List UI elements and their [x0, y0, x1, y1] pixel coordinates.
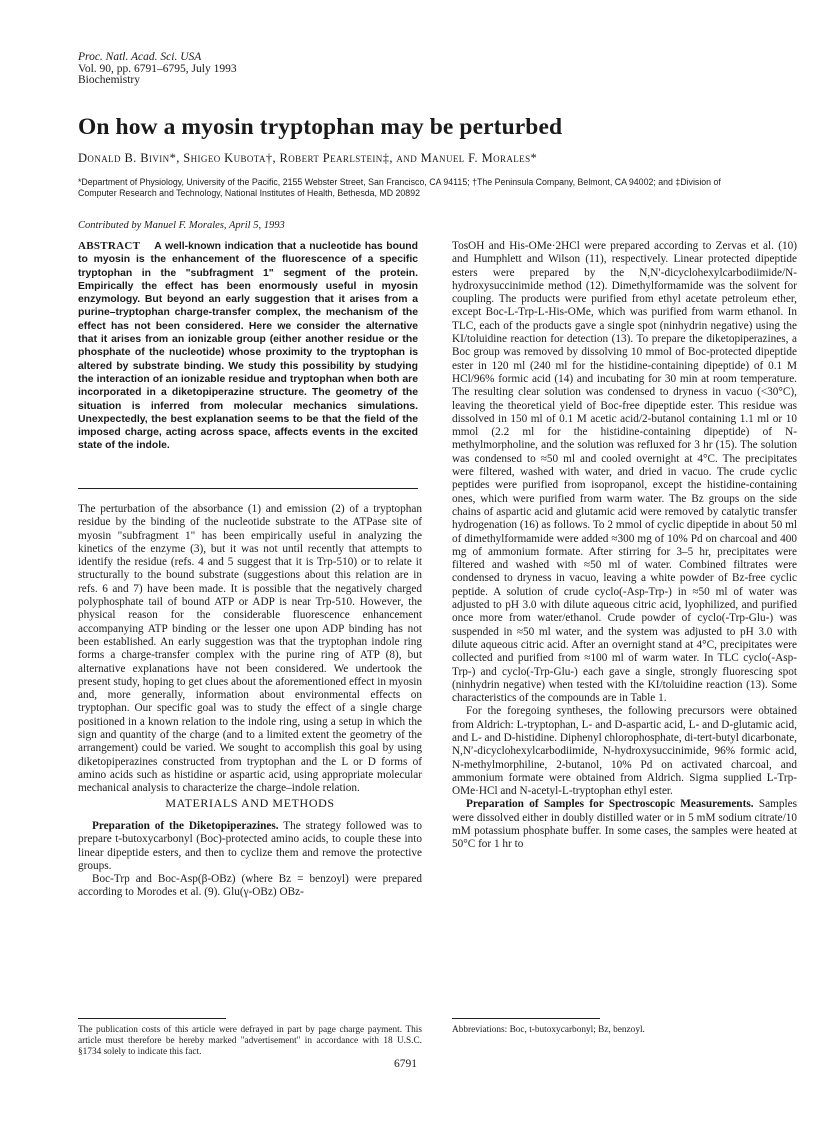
abstract-label: ABSTRACT [78, 240, 141, 252]
prep-heading: Preparation of the Diketopiperazines. [92, 820, 279, 832]
abstract-text: A well-known indication that a nucleotide has bound to myosin is the enhancement of the fluorescence of a specific tryptophan in the "subfragment 1" segment of the protein. Empirically the effect has been enormously useful in myosin enzymology. But beyond an early suggestion that it arises from a purine–tryptophan charge-transfer complex, the mechanism of the effect has not been considered. Here we consider the alternative that it arises from an ionizable group (either another residue or the phosphate of the nucleotide) whose proximity to the tryptophan is altered by substrate binding. We study this possibility by studying the interaction of an ionizable residue and tryptophan when both are incorporated in a diketopiperazine structure. The geometry of the situation is inferred from molecular mechanics simulations. Unexpectedly, the best explanation seems to be that the field of the imposed charge, acting across space, affects events in the excited state of the indole. [78, 241, 418, 452]
spec-text: Samples were dissolved either in doubly distilled water or in 5 mM sodium citrate/10 mM potassium phosphate buffer. In some cases, the samples were heated at 50°C for 1 hr to [452, 798, 798, 851]
article-title: On how a myosin tryptophan may be perturbed [78, 114, 563, 140]
journal-header [78, 52, 237, 87]
abbreviations: Abbreviations: Boc, t-butoxycarbonyl; Bz, benzoyl. [452, 1025, 645, 1035]
spec-paragraph [452, 798, 797, 851]
footnote-divider [78, 1018, 226, 1019]
page-number-text: 6791 [394, 1058, 417, 1070]
journal-volume: Vol. 90, pp. 6791–6795, July 1993 [78, 62, 237, 75]
right-column [452, 240, 797, 852]
affiliations: *Department of Physiology, University of the Pacific, 2155 Webster Street, San Francisco, CA 94115; †The Peninsula Company, Belmont, CA 94002; and ‡Division of Computer Research and Technology, National Institutes of Health, Bethesda, MD 20892 [78, 177, 721, 198]
right-paragraph-1: TosOH and His-OMe·2HCl were prepared according to Zervas et al. (10) and Humphlett and Wilson (11), respectively. Linear protected dipeptide esters were prepared by the N,N′-dicyclohexylcarbodiimide/N-hydroxysuccinimide method (12). Dimethylformamide was the solvent for coupling. The products were purified from ethyl acetate petroleum ether, except Boc-L-Trp-L-His-OMe, which was purified from warm ethanol. In TLC, each of the products gave a single spot (ninhydrin negative) using the KI/toluidine reaction for detection (13). To prepare the diketopiperazines, a Boc group was removed by dissolving 10 mmol of Boc-protected dipeptide ester in 120 ml (240 ml for the histidine-containing dipeptide) of 0.1 M HCl/96% formic acid (14) and incubating for 30 min at room temperature. The resulting clear solution was condensed to dryness in vacuo (<30°C), leaving the theoretical yield of Boc-free dipeptide ester. This residue was dissolved in 150 ml of 0.1 M acetic acid/2-butanol containing 1.1 ml or 10 mmol (2.2 ml for the histidine-containing dipeptide) of N-methylmorpholine, and the solution was refluxed for 3 hr (15). The solution was condensed to ≈50 ml and cooled overnight at 4°C. The precipitates were filtered, washed with water, and dried in vacuo. The crude cyclic peptides were purified from isopropanol, except the histidine-containing ones, which were purified from warm water. The Bz groups on the side chains of aspartic acid and glutamic acid were removed by catalytic transfer hydrogenation (16) as follows. To 2 mmol of cyclic dipeptide in about 50 ml of dimethylformamide were added ≈300 mg of 10% Pd on charcoal and 400 mg of ammonium formate. After stirring for 3–5 hr, precipitates were filtered and washed with ≈50 ml of water. Combined filtrates were condensed to dryness in vacuo, leaving a white powder of Bz-free cyclic peptide. A solution of crude cyclo(-Asp-Trp-) in ≈50 ml of water was adjusted to pH 3.0 with dilute aqueous citric acid, lyophilized, and purified once more from water/ethanol. Crude powder of cyclo(-Trp-Glu-) was suspended in ≈50 ml water, and the system was adjusted to pH 3.0 with dilute aqueous citric acid. After an overnight stand at 4°C, precipitates were collected and purified from ≈100 ml of warm water. In TLC cyclo(-Asp-Trp-) and cyclo(-Trp-Glu-) each gave a single, strongly fluorescing spot (ninhydrin negative) when tested with the KI/toluidine reaction (13). Some characteristics of the compounds are in Table 1. [452, 240, 797, 705]
introduction [78, 503, 422, 796]
method-paragraph-2: Boc-Trp and Boc-Asp(β-OBz) (where Bz = benzoyl) were prepared according to Morodes et al. (9). Glu(γ-OBz) OBz- [78, 873, 422, 899]
contributed-line: Contributed by Manuel F. Morales, April 5, 1993 [78, 220, 285, 231]
page-number [394, 1058, 417, 1070]
journal-section: Biochemistry [78, 74, 140, 86]
section-heading-methods: MATERIALS AND METHODS [165, 796, 335, 810]
journal-name: Proc. Natl. Acad. Sci. USA [78, 51, 202, 63]
author-list: Donald B. Bivin*, Shigeo Kubota†, Robert Pearlstein‡, and Manuel F. Morales* [78, 151, 538, 165]
prep-text: The strategy followed was to prepare t-butoxycarbonyl (Boc)-protected amino acids, to couple these into linear dipeptide esters, and then to cyclize them and remove the protective groups. [78, 820, 423, 872]
abbreviations-divider [452, 1018, 600, 1019]
intro-paragraph: The perturbation of the absorbance (1) and emission (2) of a tryptophan residue by the binding of the nucleotide substrate to the ATPase site of myosin "subfragment 1" has been empirically useful in analyzing the kinetics of the enzyme (3), but it was not until recently that attempts to identify the residue (refs. 4 and 5 suggest that it is Trp-510) or to relate it structurally to the bound substrate (suggestions about this relation are in refs. 6 and 7) have been made. It is possible that the negatively charged polyphosphate tail of bound ATP or ADP is near Trp-510. However, the physical reason for the considerable fluorescence enhancement accompanying ATP binding or the lesser one upon ADP binding has not been established. An early suggestion was that the tryptophan indole ring forms a charge-transfer complex with the purine ring of ATP (8), but alternative explanations have not been considered. We undertook the present study, hoping to get clues about the aforementioned effect in myosin and, more generally, information about environmental effects on tryptophan. Our specific goal was to study the effect of a single charge positioned in a known relation to the indole ring, using a setup in which the sign and quantity of the charge (and to a limited extent the geometry of the arrangement) could be varied. We sought to accomplish this goal by using diketopiperazines constructed from tryptophan and the L or D forms of amino acids such as histidine or aspartic acid, using appropriate molecular mechanical analysis to characterize the charge–indole relation. [78, 503, 422, 795]
footnote: The publication costs of this article were defrayed in part by page charge payment. This article must therefore be hereby marked "advertisement" in accordance with 18 U.S.C. §1734 solely to indicate this fact. [78, 1025, 422, 1058]
spec-heading: Preparation of Samples for Spectroscopic Measurements. [466, 798, 754, 811]
abstract [78, 240, 418, 489]
right-paragraph-2: For the foregoing syntheses, the following precursors were obtained from Aldrich: L-tryptophan, L- and D-aspartic acid, L- and D-glutamic acid, and L- and D-histidine. Diphenyl chlorophosphate, di-tert-butyl dicarbonate, N,N′-dicyclohexylcarbodiimide, N-hydroxysuccinimide, 96% formic acid, N-methylmorphiline, 2-butanol, 10% Pd on activated charcoal, and ammonium formate were obtained from Aldrich. Sigma supplied L-Trp-OMe·HCl and N-acetyl-L-tryptophan ethyl ester. [452, 705, 797, 798]
methods-left-column [78, 820, 422, 900]
prep-paragraph [78, 820, 422, 873]
